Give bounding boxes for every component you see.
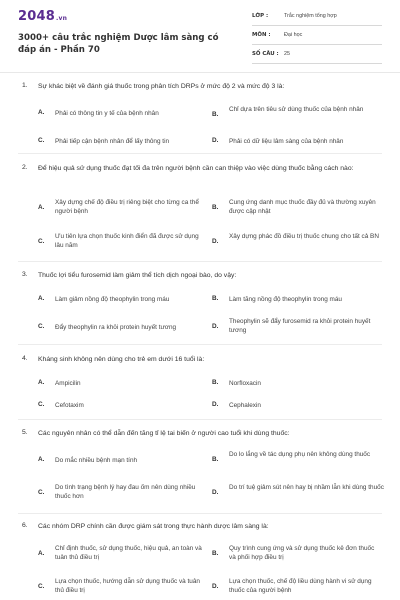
option-text: Do trí tuệ giảm sút nên hay bị nhầm lẫn khi dùng thuốc bbox=[229, 484, 384, 491]
question-text: Các nguyên nhân có thể dẫn đến tăng tỉ lệ tai biến ở người cao tuổi khi dùng thuốc: bbox=[38, 430, 290, 437]
option-text: Do mắc nhiều bệnh mạn tính bbox=[55, 457, 138, 464]
option-text: Norfloxacin bbox=[229, 380, 261, 387]
option-text: Ưu tiên lựa chọn thuốc kinh điển đã được sử dụng lâu năm bbox=[55, 233, 199, 249]
option-letter: B. bbox=[212, 456, 219, 463]
question-text: Kháng sinh không nên dùng cho trẻ em dưới 16 tuổi là: bbox=[38, 356, 205, 363]
question-text: Để hiệu quả sử dụng thuốc đạt tối đa trên người bệnh cần can thiệp vào việc dùng thuốc bằng cách nào: bbox=[38, 165, 354, 172]
option-text: Do lo lắng về tác dụng phụ nên không dùng thuốc bbox=[229, 451, 371, 458]
option-text: Xây dựng phác đồ điều trị thuốc chung cho tất cả BN bbox=[229, 233, 379, 240]
question-number: 1. bbox=[22, 82, 28, 89]
divider bbox=[18, 153, 382, 154]
question-number: 2. bbox=[22, 164, 28, 171]
option-letter: D. bbox=[212, 238, 219, 245]
option-text: Làm giảm nồng độ theophylin trong máu bbox=[55, 296, 170, 303]
option-letter: D. bbox=[212, 323, 219, 330]
question-number: 6. bbox=[22, 522, 28, 529]
meta-row-class bbox=[252, 11, 382, 26]
logo-brand: 2048 bbox=[18, 9, 55, 24]
meta-value: Đại học bbox=[284, 32, 303, 38]
option-text: Lựa chọn thuốc, hướng dẫn sử dụng thuốc và tuân thủ điều trị bbox=[55, 578, 200, 594]
option-letter: D. bbox=[212, 489, 219, 496]
header bbox=[0, 0, 400, 73]
option-letter: B. bbox=[212, 295, 219, 302]
option-text: Phải có dữ liệu lâm sàng của bệnh nhân bbox=[229, 138, 344, 145]
divider bbox=[18, 261, 382, 262]
logo-suffix: .vn bbox=[55, 15, 68, 22]
question-text: Sự khác biệt về đánh giá thuốc trong phân tích DRPs ở mức độ 2 và mức độ 3 là: bbox=[38, 83, 285, 90]
divider bbox=[18, 419, 382, 420]
option-letter: C. bbox=[38, 323, 45, 330]
question-text: Thuốc lợi tiểu furosemid làm giảm thể tích dịch ngoại bào, do vậy: bbox=[38, 272, 237, 279]
meta-label: SỐ CÂU : bbox=[252, 51, 279, 57]
option-text: Lựa chọn thuốc, chế độ liều dùng hành vi sử dụng thuốc của người bệnh bbox=[229, 578, 372, 594]
option-text: Xây dựng chế độ điều trị riêng biệt cho từng ca thể người bệnh bbox=[55, 199, 199, 215]
option-letter: A. bbox=[38, 109, 45, 116]
meta-value: Trắc nghiệm tổng hợp bbox=[284, 13, 337, 19]
option-letter: A. bbox=[38, 295, 45, 302]
divider bbox=[18, 344, 382, 345]
option-text: Phải tiếp cận bệnh nhân để lấy thông tin bbox=[55, 138, 170, 145]
option-text: Chỉ định thuốc, sử dụng thuốc, hiệu quả, an toàn và tuân thủ điều trị bbox=[55, 545, 202, 561]
option-letter: A. bbox=[38, 379, 45, 386]
question-number: 4. bbox=[22, 355, 28, 362]
option-text: Quy trình cung ứng và sử dụng thuốc kê đơn thuốc và phối hợp điều trị bbox=[229, 545, 375, 561]
question-number: 3. bbox=[22, 271, 28, 278]
option-text: Làm tăng nồng độ theophylin trong máu bbox=[229, 296, 342, 303]
option-text: Cefotaxim bbox=[55, 402, 84, 409]
meta-value: 25 bbox=[284, 51, 290, 57]
option-letter: A. bbox=[38, 456, 45, 463]
option-letter: C. bbox=[38, 401, 45, 408]
document-title: 3000+ câu trắc nghiệm Dược lâm sàng có đáp án - Phần 70 bbox=[18, 33, 219, 55]
option-letter: B. bbox=[212, 550, 219, 557]
option-text: Chỉ dựa trên tiêu sử dùng thuốc của bệnh nhân bbox=[229, 106, 364, 113]
option-letter: B. bbox=[212, 204, 219, 211]
option-letter: C. bbox=[38, 137, 45, 144]
option-text: Cephalexin bbox=[229, 402, 261, 409]
meta-label: MÔN : bbox=[252, 32, 271, 38]
option-letter: D. bbox=[212, 401, 219, 408]
option-letter: B. bbox=[212, 379, 219, 386]
option-letter: A. bbox=[38, 204, 45, 211]
question-text: Các nhóm DRP chính cần được giám sát trong thực hành dược lâm sàng là: bbox=[38, 523, 269, 530]
meta-row-count bbox=[252, 49, 382, 64]
site-logo[interactable] bbox=[18, 9, 67, 24]
option-letter: C. bbox=[38, 583, 45, 590]
option-letter: D. bbox=[212, 583, 219, 590]
option-text: Phải có thông tin y tế của bệnh nhân bbox=[55, 110, 159, 117]
option-text: Do tình trạng bệnh lý hay đau ốm nên dùng nhiều thuốc hơn bbox=[55, 484, 196, 500]
option-letter: C. bbox=[38, 238, 45, 245]
option-letter: D. bbox=[212, 137, 219, 144]
option-text: Đẩy theophylin ra khỏi protein huyết tương bbox=[55, 324, 177, 331]
option-letter: A. bbox=[38, 550, 45, 557]
meta-label: LỚP : bbox=[252, 13, 269, 19]
meta-row-subject bbox=[252, 30, 382, 45]
question-number: 5. bbox=[22, 429, 28, 436]
option-letter: C. bbox=[38, 489, 45, 496]
option-text: Theophylin sẽ đẩy furosemid ra khỏi protein huyết tương bbox=[229, 318, 371, 334]
option-text: Ampicilin bbox=[55, 380, 81, 387]
divider bbox=[18, 513, 382, 514]
option-letter: B. bbox=[212, 111, 219, 118]
option-text: Cung ứng danh mục thuốc đầy đủ và thường xuyên được cập nhật bbox=[229, 199, 376, 215]
meta-info bbox=[252, 11, 382, 68]
